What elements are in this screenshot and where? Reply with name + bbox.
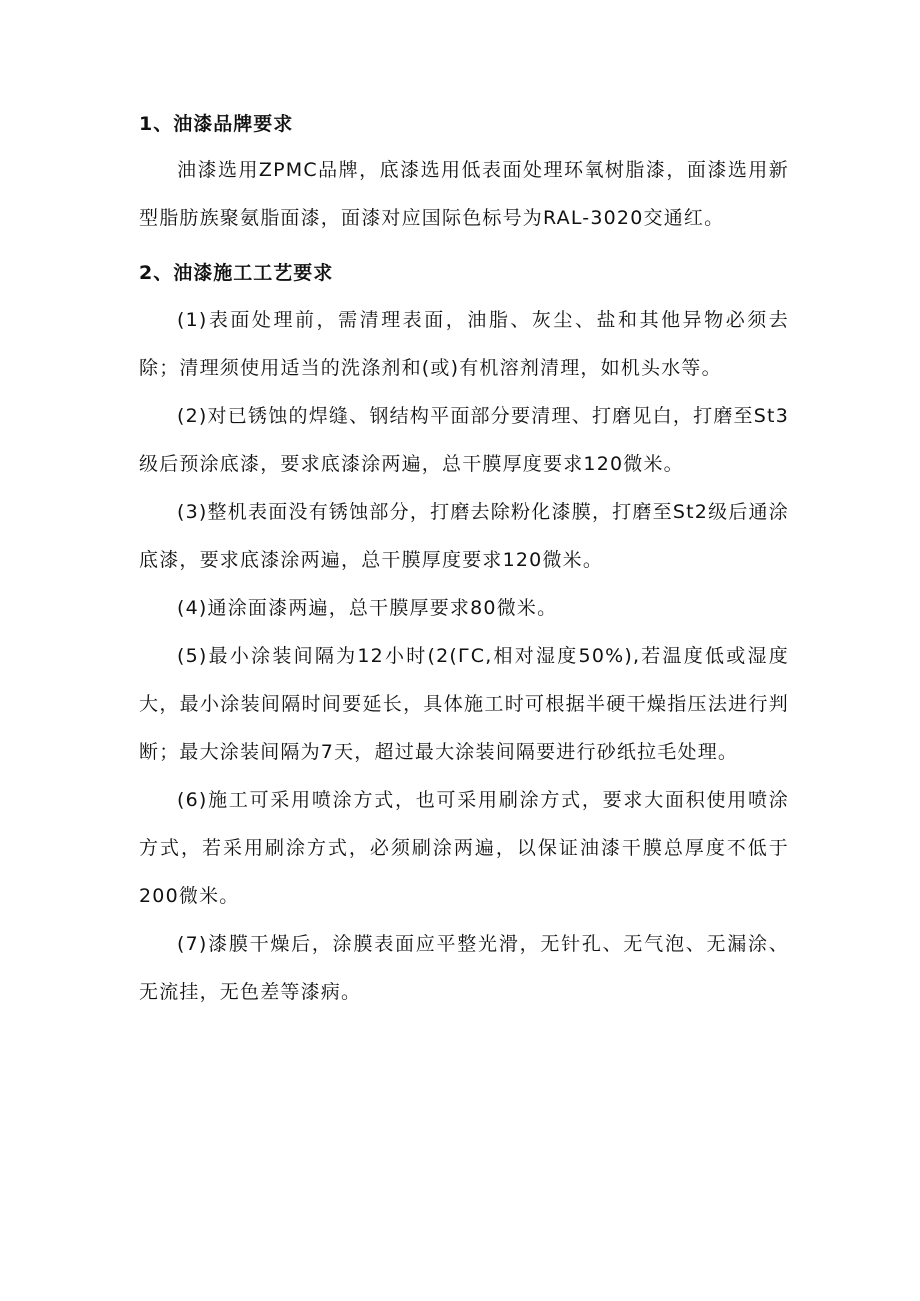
document-body [139, 112, 789, 1016]
section-heading-brand: 1、油漆品牌要求 [139, 113, 294, 135]
process-step-1: (1)表面处理前，需清理表面，油脂、灰尘、盐和其他异物必须去除；清理须使用适当的洗涤剂和(或)有机溶剂清理，如机头水等。 [139, 309, 789, 379]
process-step-2: (2)对已锈蚀的焊缝、钢结构平面部分要清理、打磨见白，打磨至St3级后预涂底漆，要求底漆涂两遍，总干膜厚度要求120微米。 [139, 405, 789, 475]
process-step-6: (6)施工可采用喷涂方式，也可采用刷涂方式，要求大面积使用喷涂方式，若采用刷涂方式，必须刷涂两遍，以保证油漆干膜总厚度不低于200微米。 [139, 789, 789, 907]
process-step-3: (3)整机表面没有锈蚀部分，打磨去除粉化漆膜，打磨至St2级后通涂底漆，要求底漆涂两遍，总干膜厚度要求120微米。 [139, 501, 789, 571]
process-step-7: (7)漆膜干燥后，涂膜表面应平整光滑，无针孔、无气泡、无漏涂、无流挂，无色差等漆病。 [139, 933, 789, 1003]
process-step-5: (5)最小涂装间隔为12小时(2(ГС,相对湿度50%),若温度低或湿度大，最小涂装间隔时间要延长，具体施工时可根据半硬干燥指压法进行判断；最大涂装间隔为7天，超过最大涂装间隔要进行砂纸拉毛处理。 [139, 645, 789, 763]
process-step-4: (4)通涂面漆两遍，总干膜厚要求80微米。 [177, 597, 558, 619]
brand-requirement-paragraph: 油漆选用ZPMC品牌，底漆选用低表面处理环氧树脂漆，面漆选用新型脂肪族聚氨脂面漆，面漆对应国际色标号为RAL-3020交通红。 [139, 159, 789, 229]
section-heading-process: 2、油漆施工工艺要求 [139, 262, 334, 284]
